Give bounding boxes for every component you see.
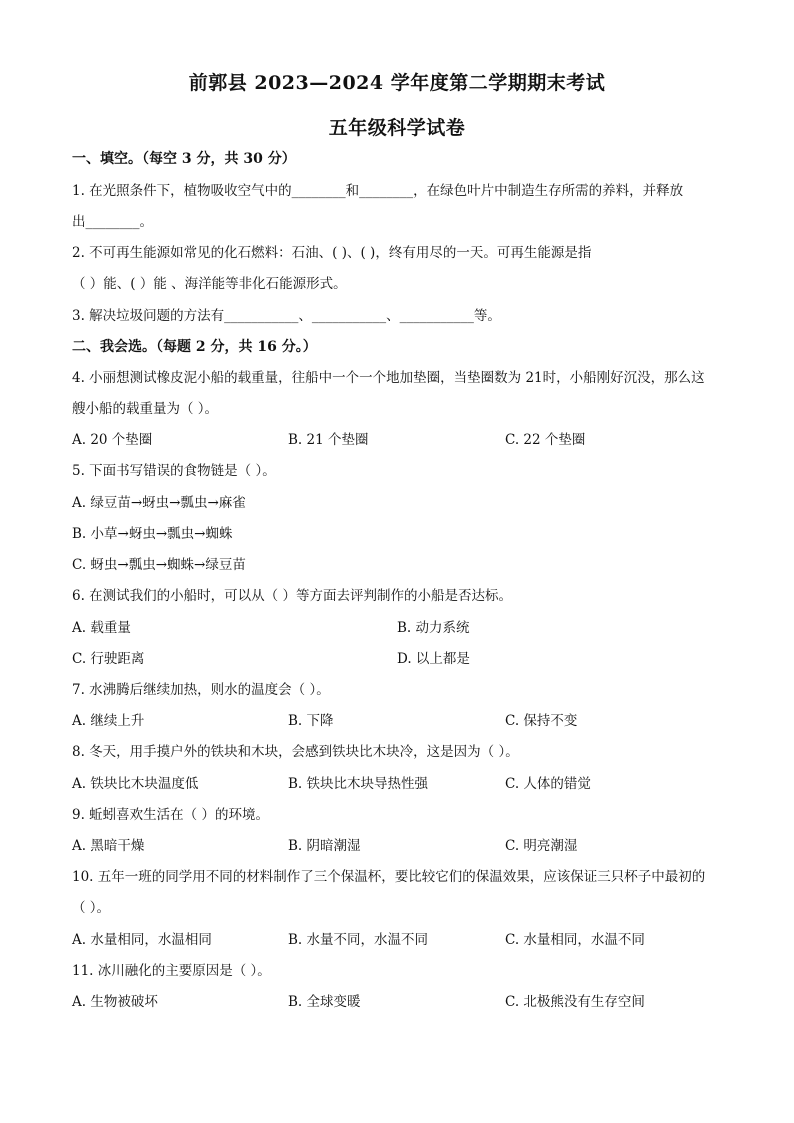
question-10-option-b: B. 水量不同，水温不同 bbox=[288, 932, 429, 948]
exam-subtitle: 五年级科学试卷 bbox=[328, 117, 466, 139]
question-1-line-2: 出________。 bbox=[72, 214, 153, 230]
section-heading-fill-blank: 一、填空。（每空 3 分，共 30 分） bbox=[72, 151, 296, 167]
question-8-option-c: C. 人体的错觉 bbox=[505, 776, 591, 792]
question-10-option-a: A. 水量相同，水温相同 bbox=[72, 932, 212, 948]
question-9: 9. 蚯蚓喜欢生活在（ ）的环境。 bbox=[72, 807, 269, 823]
question-9-option-c: C. 明亮潮湿 bbox=[505, 838, 578, 854]
question-5-option-c: C. 蚜虫→瓢虫→蜘蛛→绿豆苗 bbox=[72, 557, 246, 573]
question-2-line-2: （ ）能、( ）能 、海洋能等非化石能源形式。 bbox=[72, 276, 347, 292]
question-4-line-2: 艘小船的载重量为（ ）。 bbox=[72, 401, 219, 417]
question-6-option-b: B. 动力系统 bbox=[397, 620, 470, 636]
question-6: 6. 在测试我们的小船时，可以从（ ）等方面去评判制作的小船是否达标。 bbox=[72, 588, 512, 604]
question-4-line-1: 4. 小丽想测试橡皮泥小船的载重量，往船中一个一个地加垫圈，当垫圈数为 21时，小船刚好沉没，那么这 bbox=[72, 370, 705, 386]
question-8: 8. 冬天，用手摸户外的铁块和木块，会感到铁块比木块冷，这是因为（ ）。 bbox=[72, 744, 519, 760]
question-5-option-b: B. 小草→蚜虫→瓢虫→蜘蛛 bbox=[72, 526, 233, 542]
exam-title: 前郭县 2023—2024 学年度第二学期期末考试 bbox=[188, 72, 606, 94]
question-6-option-d: D. 以上都是 bbox=[397, 651, 470, 667]
question-8-option-b: B. 铁块比木块导热性强 bbox=[288, 776, 429, 792]
question-3: 3. 解决垃圾问题的方法有___________、___________、___________等。 bbox=[72, 308, 501, 324]
question-7: 7. 水沸腾后继续加热，则水的温度会（ ）。 bbox=[72, 682, 330, 698]
question-8-option-a: A. 铁块比木块温度低 bbox=[72, 776, 199, 792]
question-11: 11. 冰川融化的主要原因是（ ）。 bbox=[72, 963, 271, 979]
question-11-option-c: C. 北极熊没有生存空间 bbox=[505, 994, 645, 1010]
question-7-option-b: B. 下降 bbox=[288, 713, 334, 729]
question-7-option-c: C. 保持不变 bbox=[505, 713, 578, 729]
question-4-option-c: C. 22 个垫圈 bbox=[505, 432, 586, 448]
question-5: 5. 下面书写错误的食物链是（ ）。 bbox=[72, 463, 276, 479]
question-6-option-a: A. 载重量 bbox=[72, 620, 131, 636]
question-4-option-a: A. 20 个垫圈 bbox=[72, 432, 153, 448]
question-7-option-a: A. 继续上升 bbox=[72, 713, 145, 729]
question-10-line-2: （ ）。 bbox=[72, 900, 111, 916]
question-10-line-1: 10. 五年一班的同学用不同的材料制作了三个保温杯，要比较它们的保温效果，应该保证三只杯子中最初的 bbox=[72, 869, 706, 885]
question-10-option-c: C. 水量相同，水温不同 bbox=[505, 932, 645, 948]
question-2-line-1: 2. 不可再生能源如常见的化石燃料：石油、( )、( )，终有用尽的一天。可再生能源是指 bbox=[72, 245, 592, 261]
question-6-option-c: C. 行驶距离 bbox=[72, 651, 145, 667]
section-heading-choice: 二、我会选。（每题 2 分，共 16 分。） bbox=[72, 339, 317, 355]
question-9-option-a: A. 黑暗干燥 bbox=[72, 838, 145, 854]
question-5-option-a: A. 绿豆苗→蚜虫→瓢虫→麻雀 bbox=[72, 495, 246, 511]
question-4-option-b: B. 21 个垫圈 bbox=[288, 432, 369, 448]
question-1-line-1: 1. 在光照条件下，植物吸收空气中的________和________，在绿色叶片中制造生存所需的养料，并释放 bbox=[72, 183, 684, 199]
question-11-option-b: B. 全球变暖 bbox=[288, 994, 361, 1010]
question-9-option-b: B. 阴暗潮湿 bbox=[288, 838, 361, 854]
question-11-option-a: A. 生物被破坏 bbox=[72, 994, 158, 1010]
